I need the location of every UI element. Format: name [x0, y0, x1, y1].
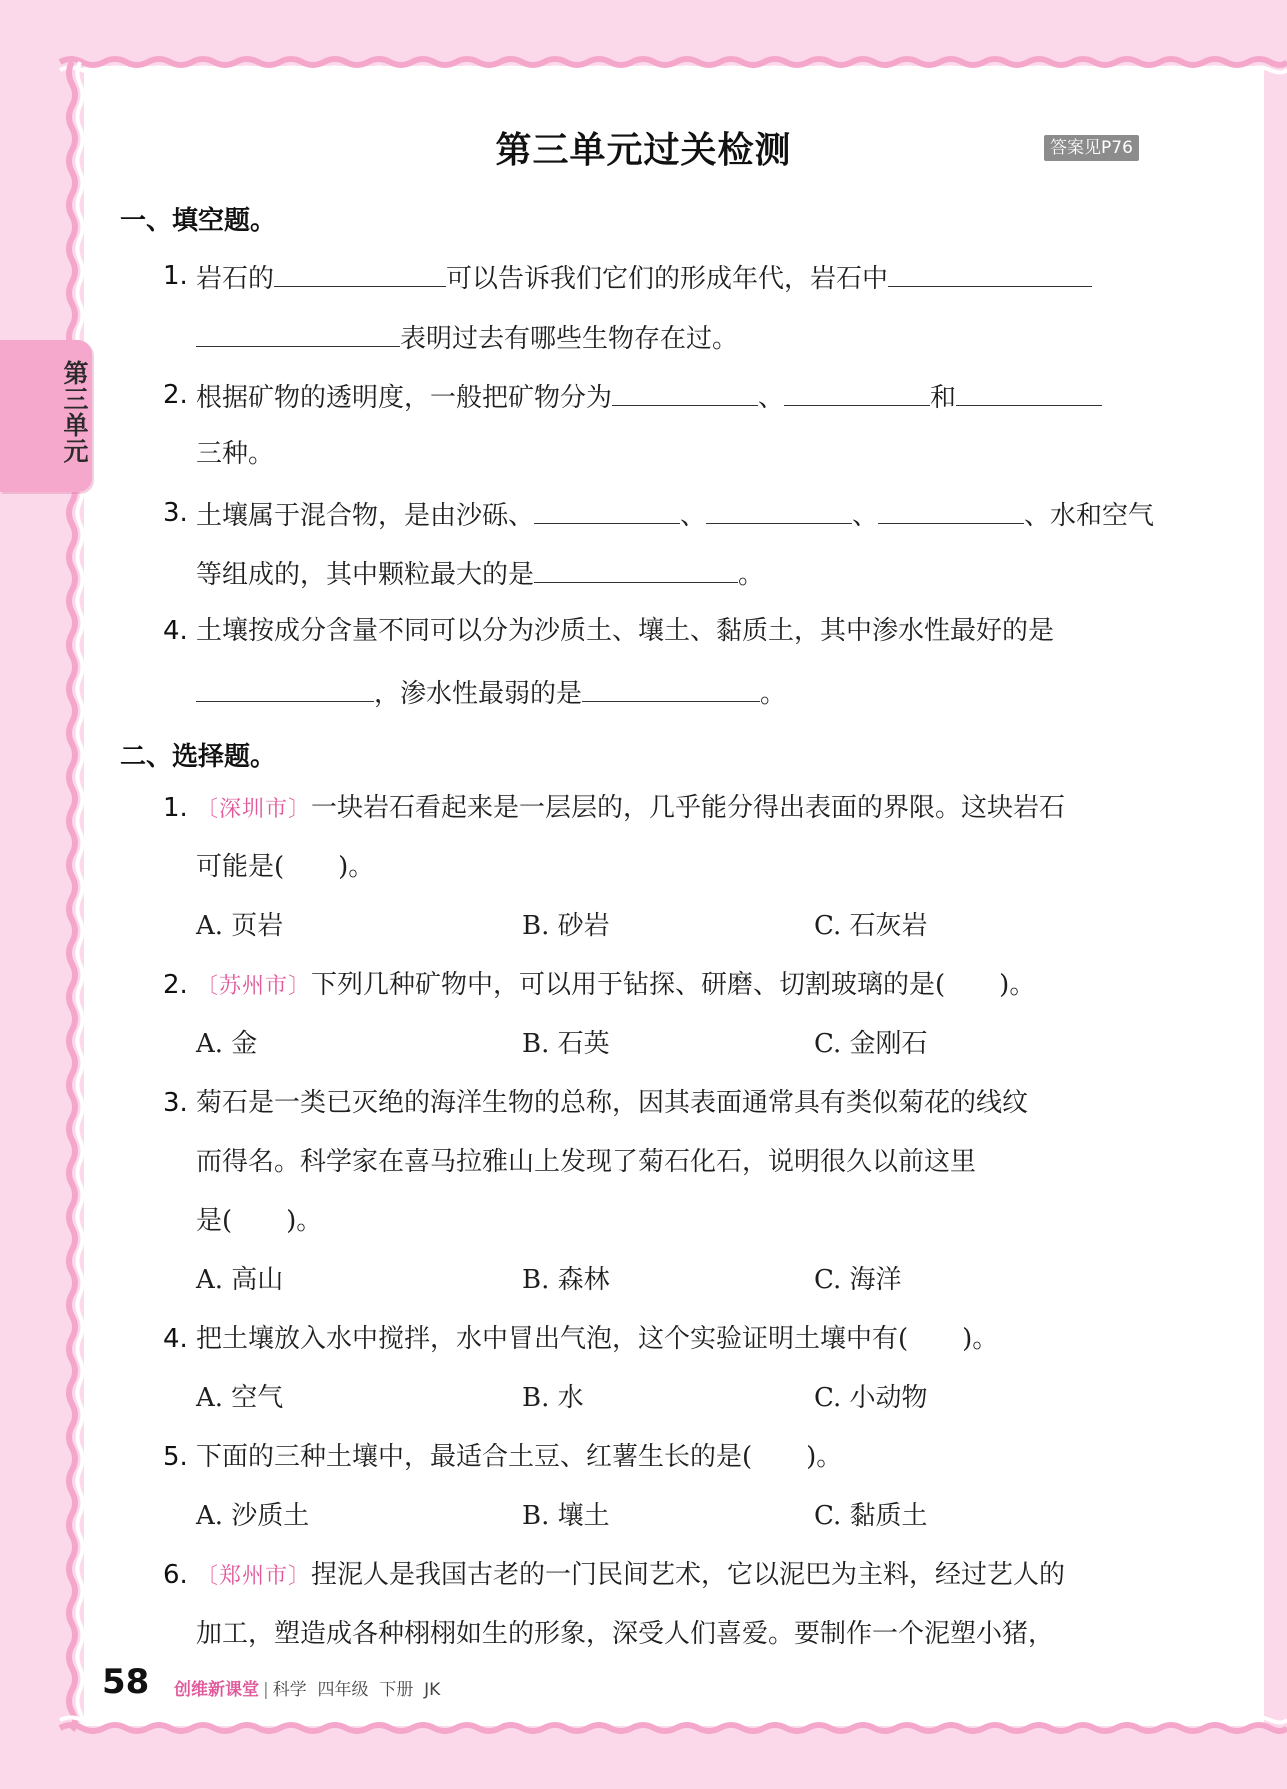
question-number: 4.: [163, 1324, 188, 1354]
answer-blank[interactable]: [534, 554, 738, 583]
option-c[interactable]: C. 小动物: [814, 1383, 928, 1413]
question-number: 2.: [163, 970, 188, 1000]
option-a[interactable]: A. 金: [196, 1029, 258, 1059]
question-line: 加工，塑造成各种栩栩如生的形象，深受人们喜爱。要制作一个泥塑小猪，: [196, 1619, 1055, 1649]
option-c[interactable]: C. 金刚石: [814, 1029, 928, 1059]
page-title: 第三单元过关检测: [495, 130, 792, 171]
section-heading-multiple-choice: 二、选择题。: [120, 742, 277, 772]
answer-blank[interactable]: [956, 377, 1102, 406]
question-line: 三种。: [196, 439, 275, 469]
option-b[interactable]: B. 壤土: [522, 1501, 610, 1531]
option-a[interactable]: A. 沙质土: [196, 1501, 310, 1531]
question-number: 2.: [163, 380, 188, 410]
answer-blank[interactable]: [784, 377, 930, 406]
question-number: 3.: [163, 498, 188, 528]
footer-edition: JK: [424, 1680, 441, 1700]
footer-subject: 科学: [272, 1680, 307, 1700]
answer-blank[interactable]: [534, 495, 680, 524]
region-tag: 〔深圳市〕: [196, 797, 312, 822]
unit-side-tab: [0, 340, 92, 492]
question-line: 〔苏州市〕下列几种矿物中，可以用于钻探、研磨、切割玻璃的是( )。: [196, 970, 1036, 1000]
question-line: 根据矿物的透明度，一般把矿物分为 、 和: [196, 377, 1102, 416]
answer-blank[interactable]: [878, 495, 1024, 524]
question-number: 1.: [163, 261, 188, 291]
question-line: 岩石的 可以告诉我们它们的形成年代，岩石中: [196, 258, 1092, 297]
answer-blank[interactable]: [274, 258, 446, 287]
question-line: 是( )。: [196, 1206, 323, 1236]
question-number: 6.: [163, 1560, 188, 1590]
answer-blank[interactable]: [706, 495, 852, 524]
question-line: 把土壤放入水中搅拌，水中冒出气泡，这个实验证明土壤中有( )。: [196, 1324, 999, 1354]
answer-reference-badge: 答案见P76: [1044, 135, 1139, 161]
question-number: 3.: [163, 1088, 188, 1118]
footer-brand: 创维新课堂: [174, 1680, 259, 1700]
footer-info: 创维新课堂 | 科学 四年级 下册 JK: [174, 1680, 441, 1700]
question-line: 土壤属于混合物，是由沙砾、 、 、 、水和空气: [196, 495, 1154, 534]
question-line: 土壤按成分含量不同可以分为沙质土、壤土、黏质土，其中渗水性最好的是: [196, 616, 1055, 646]
question-line: 下面的三种土壤中，最适合土豆、红薯生长的是( )。: [196, 1442, 843, 1472]
answer-blank[interactable]: [196, 673, 374, 702]
question-line: 〔郑州市〕捏泥人是我国古老的一门民间艺术，它以泥巴为主料，经过艺人的: [196, 1560, 1066, 1590]
answer-blank[interactable]: [888, 258, 1092, 287]
option-a[interactable]: A. 高山: [196, 1265, 284, 1295]
option-a[interactable]: A. 空气: [196, 1383, 284, 1413]
question-line: ，渗水性最弱的是 。: [196, 673, 786, 712]
answer-blank[interactable]: [612, 377, 758, 406]
question-line: 而得名。科学家在喜马拉雅山上发现了菊石化石，说明很久以前这里: [196, 1147, 977, 1177]
option-b[interactable]: B. 石英: [522, 1029, 610, 1059]
answer-blank[interactable]: [582, 673, 760, 702]
option-c[interactable]: C. 石灰岩: [814, 911, 928, 941]
option-c[interactable]: C. 黏质土: [814, 1501, 928, 1531]
question-line: 可能是( )。: [196, 852, 375, 882]
section-heading-fill-blank: 一、填空题。: [120, 206, 277, 236]
question-line: 菊石是一类已灭绝的海洋生物的总称，因其表面通常具有类似菊花的线纹: [196, 1088, 1029, 1118]
region-tag: 〔郑州市〕: [196, 1564, 312, 1589]
unit-side-tab-label: 第三单元: [60, 360, 89, 464]
question-line: 〔深圳市〕一块岩石看起来是一层层的，几乎能分得出表面的界限。这块岩石: [196, 793, 1066, 823]
footer-volume: 下册: [379, 1680, 414, 1700]
option-b[interactable]: B. 森林: [522, 1265, 610, 1295]
question-line: 表明过去有哪些生物存在过。: [196, 318, 738, 357]
question-line: 等组成的，其中颗粒最大的是 。: [196, 554, 764, 593]
footer-grade: 四年级: [317, 1680, 369, 1700]
region-tag: 〔苏州市〕: [196, 974, 312, 999]
option-c[interactable]: C. 海洋: [814, 1265, 902, 1295]
question-number: 5.: [163, 1442, 188, 1472]
question-number: 1.: [163, 793, 188, 823]
page-paper: [84, 66, 1264, 1726]
answer-blank[interactable]: [196, 318, 400, 347]
page-number: 58: [102, 1662, 150, 1702]
question-number: 4.: [163, 616, 188, 646]
option-b[interactable]: B. 水: [522, 1383, 584, 1413]
option-b[interactable]: B. 砂岩: [522, 911, 610, 941]
option-a[interactable]: A. 页岩: [196, 911, 284, 941]
